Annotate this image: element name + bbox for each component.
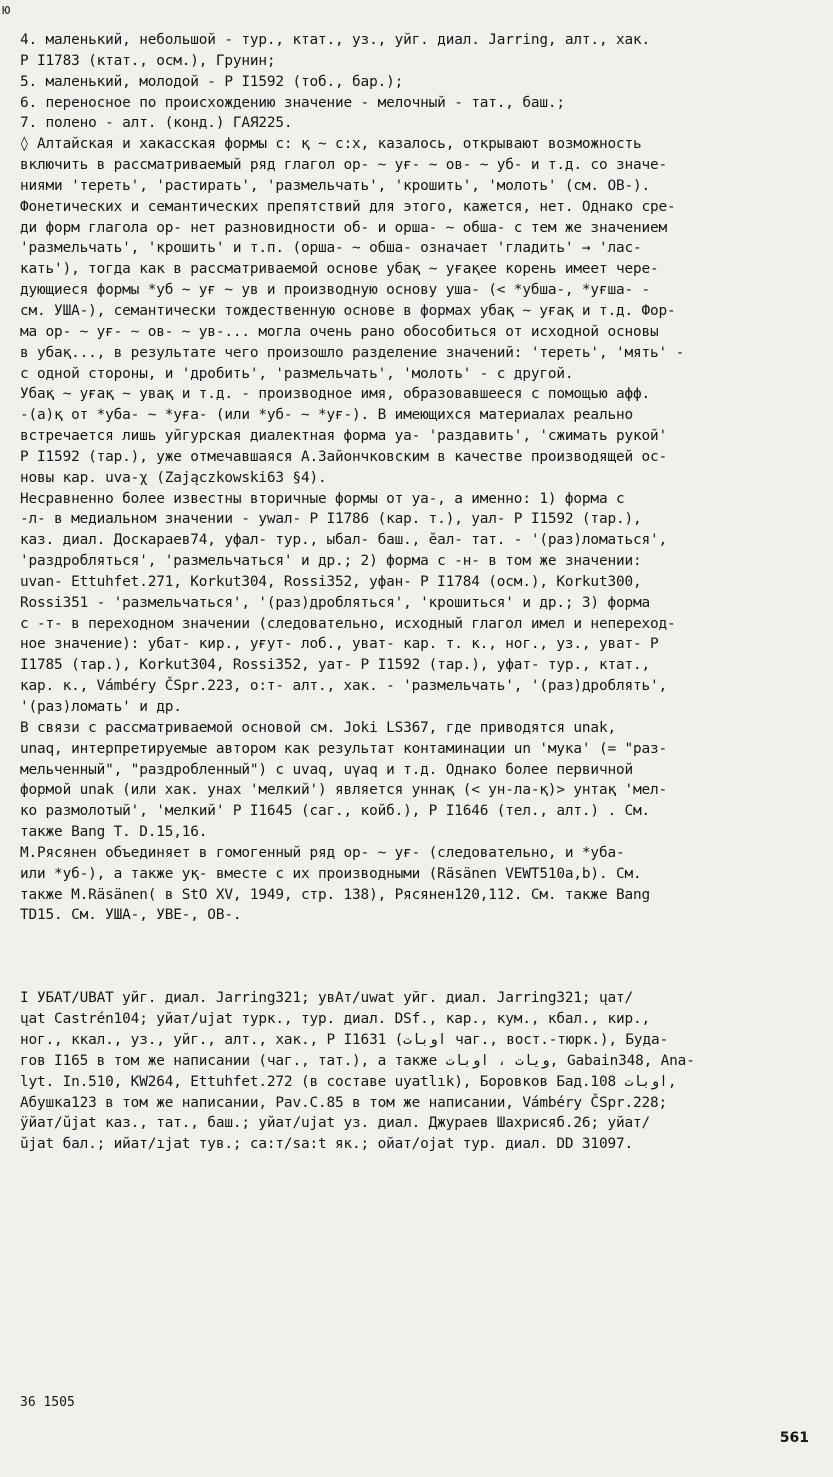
text-line: 'размельчать', 'крошить' и т.п. (орша- ~ обша- означает 'гладить' → 'лас- xyxy=(20,240,642,257)
text-line: ниями 'тереть', 'растирать', 'размельчать', 'крошить', 'молоть' (см. ОВ-). xyxy=(20,177,651,194)
text-line: 7. полено - алт. (конд.) ГАЯ225. xyxy=(20,115,293,132)
text-line: см. УША-), семантически тождественную основе в формах убақ ~ уғақ и т.д. Фор- xyxy=(20,302,676,319)
entry-separator xyxy=(20,926,818,988)
text-line: В связи с рассматриваемой основой см. Joki LS367, где приводятся unak, xyxy=(20,719,616,736)
text-line: ное значение): убат- кир., уғут- лоб., уват- кар. т. к., ног., уз., уват- P xyxy=(20,636,659,653)
text-line: ŭjat бал.; ийат/ıjat тув.; са:т/sa:t як.; ойат/ojat тур. диал. DD 31097. xyxy=(20,1136,634,1153)
text-line: uvan- Ettuhfet.271, Korkut304, Rossi352, уфан- P I1784 (осм.), Korkut300, xyxy=(20,573,642,590)
text-line: ◊ Алтайская и хакасская формы с: қ ~ с:х, казалось, открывают возможность xyxy=(20,136,642,153)
text-line: гов I165 в том же написании (чаг., тат.), а также ویات ، اوبات, Gabain348, Ana- xyxy=(20,1052,695,1069)
text-line: также Bang T. D.15,16. xyxy=(20,824,208,841)
text-line: каз. диал. Доскараев74, уфал- тур., ыбал- баш., ӗал- тат. - '(раз)ломаться', xyxy=(20,532,668,549)
entry-ubat xyxy=(20,988,818,1155)
text-line: формой unak (или хак. унах 'мелкий') является уннақ (< ун-ла-қ)> унтақ 'мел- xyxy=(20,782,668,799)
text-line: или *уб-), а также уқ- вместе с их производными (Räsänen VEWT510a,b). См. xyxy=(20,865,642,882)
text-line: -л- в медиальном значении - уwал- P I1786 (кар. т.), уал- P I1592 (тар.), xyxy=(20,511,642,528)
text-line: Несравненно более известны вторичные формы от уа-, а именно: 1) форма с xyxy=(20,490,625,507)
text-line: I1785 (тар.), Korkut304, Rossi352, уат- P I1592 (тар.), уфат- тур., ктат., xyxy=(20,657,651,674)
text-line: ди форм глагола ор- нет разновидности об- и орша- ~ обша- с тем же значением xyxy=(20,219,668,236)
text-line: P I1592 (тар.), уже отмечавшаяся А.Зайончковским в качестве производящей ос- xyxy=(20,448,668,465)
corner-mark: ю xyxy=(2,2,11,18)
text-line: P I1783 (ктат., осм.), Грунин; xyxy=(20,52,276,69)
text-line: unaq, интерпретируемые автором как результат контаминации un 'мука' (= "раз- xyxy=(20,740,668,757)
page-number: 561 xyxy=(779,1430,809,1446)
text-line: '(раз)ломать' и др. xyxy=(20,699,182,715)
text-line: Rossi351 - 'размельчаться', '(раз)дробляться', 'крошиться' и др.; 3) форма xyxy=(20,594,651,611)
text-line: ног., ккал., уз., уйг., алт., хак., P I1631 (اوبات чаг., вост.-тюрк.), Будa- xyxy=(20,1031,668,1048)
text-line: М.Рясянен объединяет в гомогенный ряд ор- ~ уғ- (следовательно, и *уба- xyxy=(20,844,625,861)
text-line: I УБАТ/UBAT уйг. диал. Jarring321; увАт/uwat уйг. диал. Jarring321; ųат/ xyxy=(20,990,634,1007)
text-line: ӱйат/ŭjat каз., тат., баш.; уйат/ujat уз. диал. Джураев Шахрисяб.26; уйат/ xyxy=(20,1115,651,1132)
text-line: Абушка123 в том же написании, Pav.C.85 в том же написании, Vámbéry ČSpr.228; xyxy=(20,1094,668,1111)
text-line: ко размолотый', 'мелкий' P I1645 (саг., койб.), P I1646 (тел., алт.) . См. xyxy=(20,803,651,820)
text-line: с -т- в переходном значении (следовательно, исходный глагол имел и непереход- xyxy=(20,615,676,632)
text-line: ųat Castrén104; уйат/ujat туpк., тур. диал. DSf., кар., кум., кбал., кир., xyxy=(20,1011,651,1028)
text-line: новы кар. uva-χ (Zajączkowski63 §4). xyxy=(20,469,327,486)
text-line: кар. к., Vámbéry ČSpr.223, о:т- алт., хак. - 'размельчать', '(раз)дроблять', xyxy=(20,678,668,695)
text-line: также M.Räsänen( в StO XV, 1949, стр. 138), Рясянен120,112. См. также Bang xyxy=(20,886,651,903)
text-line: включить в рассматриваемый ряд глагол ор- ~ уғ- ~ ов- ~ уб- и т.д. со значе- xyxy=(20,157,668,174)
text-line: с одной стороны, и 'дробить', 'размельчать', 'молоть' - с другой. xyxy=(20,365,574,382)
text-line: встречается лишь уйгурская диалектная форма уа- 'раздавить', 'сжимать рукой' xyxy=(20,428,668,445)
text-line: Убақ ~ уғақ ~ увақ и т.д. - производное имя, образовавшееся с помощью афф. xyxy=(20,386,651,403)
text-line: в убақ..., в результате чего произошло разделение значений: 'тереть', 'мять' - xyxy=(20,344,685,361)
text-line: дующиеся формы *уб ~ уғ ~ ув и производную основу уша- (< *убша-, *уғша- - xyxy=(20,282,651,299)
text-line: -(а)қ от *уба- ~ *уға- (или *уб- ~ *уғ-). В имеющихся материалах реально xyxy=(20,407,634,424)
text-line: 6. переносное по происхождению значение - мелочный - тат., баш.; xyxy=(20,94,565,111)
print-code: 36 1505 xyxy=(20,1395,75,1410)
text-line: lyt. In.510, KW264, Ettuhfet.272 (в составе uyatlık), Боровков Бад.108 اوبات, xyxy=(20,1073,677,1090)
text-line: Фонетических и семантических препятствий для этого, кажется, нет. Однако сре- xyxy=(20,198,676,215)
text-line: мельченный", "раздробленный") с uvaq, uγaq и т.д. Однако более первичной xyxy=(20,761,634,778)
text-line: 5. маленький, молодой - P I1592 (тоб., бар.); xyxy=(20,73,404,90)
text-line: кать'), тогда как в рассматриваемой основе убақ ~ уғақее корень имеет чере- xyxy=(20,261,659,278)
dictionary-text xyxy=(20,30,818,1155)
text-line: 4. маленький, небольшой - тур., ктат., уз., уйг. диал. Jarring, алт., хак. xyxy=(20,32,651,48)
entry-continuation xyxy=(20,30,818,926)
text-line: ма ор- ~ уғ- ~ ов- ~ ув-... могла очень рано обособиться от исходной основы xyxy=(20,323,659,340)
text-line: TD15. См. УША-, УВЕ-, ОВ-. xyxy=(20,907,242,924)
text-line: 'раздробляться', 'размельчаться' и др.; 2) форма с -н- в том же значении: xyxy=(20,553,642,570)
